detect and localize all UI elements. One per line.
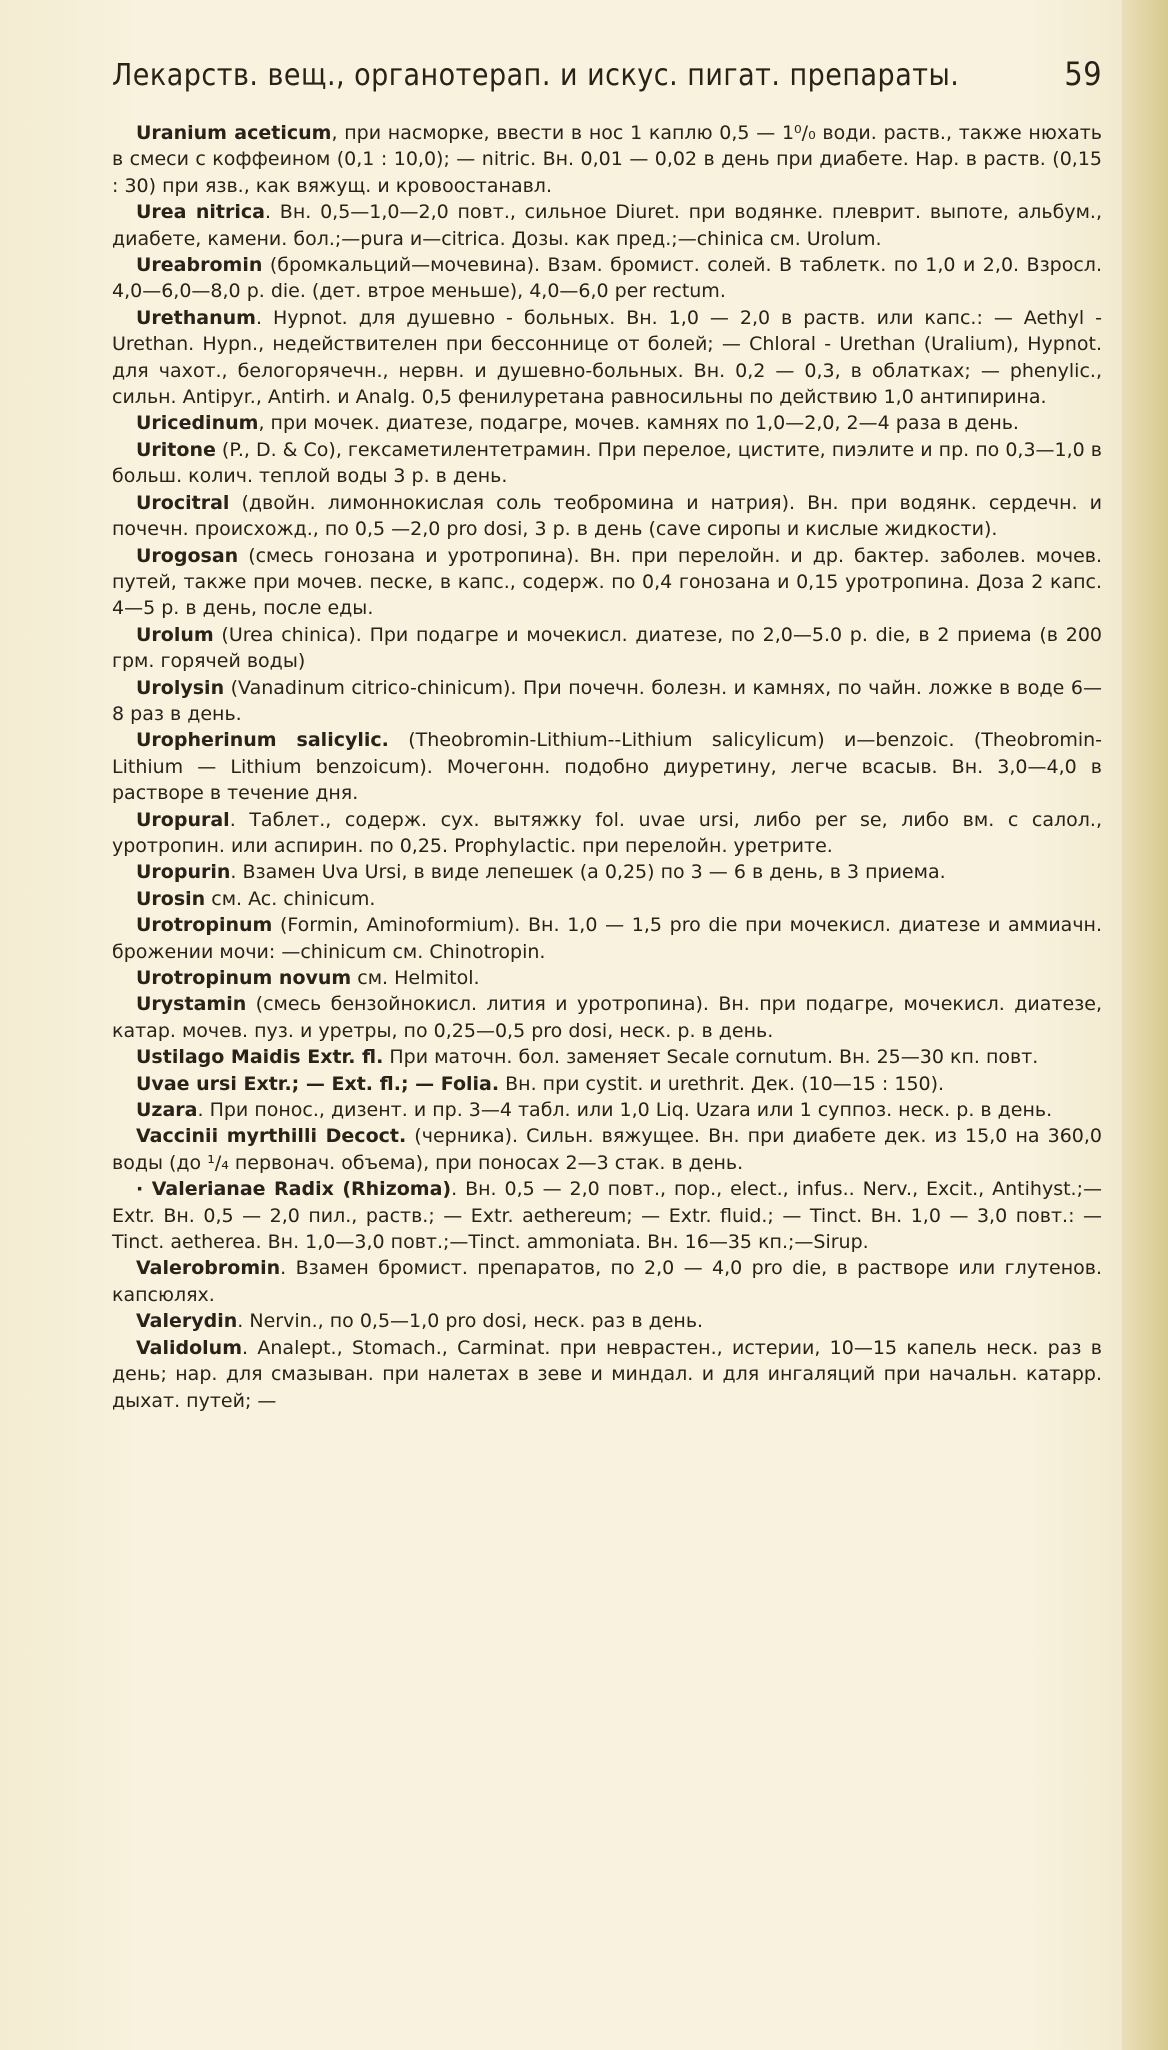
entry — [112, 675, 1102, 728]
entry-term: Vaccinii myrthilli Decoct. — [136, 1125, 407, 1148]
entry — [112, 490, 1102, 543]
entry-term: Ureabromin — [136, 254, 263, 277]
entry — [112, 965, 1102, 991]
entry-text: . Nervin., по 0,5—1,0 pro dosi, неск. раз в день. — [237, 1310, 704, 1333]
entry — [112, 991, 1102, 1044]
entry-term: Uritone — [136, 438, 216, 461]
entry — [112, 1123, 1102, 1176]
entry — [112, 859, 1102, 885]
entry-term: Uropurin — [136, 861, 231, 884]
entry — [112, 912, 1102, 965]
entry-term: Urosin — [136, 887, 206, 910]
entry — [112, 1176, 1102, 1255]
entry-term: Uropherinum salicylic. — [136, 729, 389, 752]
entry-term: Urolysin — [136, 676, 225, 699]
entry-term: · Valerianae Radix (Rhizoma) — [136, 1178, 452, 1201]
entry — [112, 1255, 1102, 1308]
entry — [112, 410, 1102, 436]
entry-text: (смесь бензойнокисл. лития и уротропина). Вн. при подагре, мочекисл. диатезе, катар. мочев. пуз. и уретры, по 0,25—0,5 pro dosi, неск. р. в день. — [112, 993, 1102, 1042]
dictionary-entries — [112, 120, 1102, 1414]
entry-text: (Theobromin-Lithium--Lithium salicylicum) и—benzoic. (Theobromin-Lithium — Lithium benzoicum). Мочегонн. подобно диуретину, легче всасыв. Вн. 3,0—4,0 в растворе в течение дня. — [112, 729, 1103, 805]
entry — [112, 543, 1102, 622]
entry-text: , при насморке, ввести в нос 1 каплю 0,5 — 1⁰/₀ води. раств., также нюхать в смеси с коффеином (0,1 : 10,0); — nitric. Вн. 0,01 — 0,02 в день при диабете. Нар. в раств. (0,15 : 30) при язв., как вяжущ. и кровоостанавл. — [112, 122, 1103, 197]
entry — [112, 1044, 1102, 1070]
entry-text: . Вн. 0,5—1,0—2,0 повт., сильное Diuret. при водянке. плеврит. выпоте, альбум., диабете, камени. бол.;—pura и—citrica. Дозы. как пред.;—chinica см. Urolum. — [112, 201, 1102, 250]
entry — [112, 1071, 1102, 1097]
entry-text: (Vanadinum citrico-chinicum). При почечн. болезн. и камнях, по чайн. ложке в воде 6—8 раз в день. — [112, 676, 1102, 725]
entry — [112, 120, 1102, 199]
entry-term: Urotropinum novum — [136, 967, 352, 989]
entry-term: Ustilago Maidis Extr. fl. — [136, 1046, 384, 1069]
entry-term: Valerydin — [136, 1310, 238, 1333]
entry-term: Uvae ursi Extr.; — Ext. fl.; — Folia. — [136, 1072, 500, 1095]
entry — [112, 199, 1102, 252]
page-number: 59 — [1064, 55, 1102, 93]
entry-text: . Analept., Stomach., Carminat. при неврастен., истерии, 10—15 капель неск. раз в день; нар. для смазыван. при налетах в зеве и миндал. и для ингаляций при начальн. катарр. дыхат. путей; — — [112, 1336, 1102, 1412]
header-title: Лекарств. вещ., органотерап. и искус. пигат. препараты. — [112, 58, 960, 93]
entry-term: Valerobromin — [136, 1257, 281, 1280]
entry-term: Uropural — [136, 808, 230, 831]
entry-term: Urotropinum — [136, 914, 273, 937]
entry-text: (P., D. & Co), гексаметилентетрамин. При перелое, цистите, пиэлите и пр. по 0,3—1,0 в больш. колич. теплой воды 3 р. в день. — [112, 438, 1102, 488]
entry — [112, 1308, 1102, 1334]
entry — [112, 305, 1102, 411]
entry-text: При маточн. бол. заменяет Secale cornutum. Вн. 25—30 кп. повт. — [383, 1046, 1039, 1069]
entry-term: Validolum — [136, 1336, 243, 1359]
entry-term: Urea nitrica — [136, 201, 265, 224]
entry — [112, 886, 1102, 912]
entry-text: . Взамен Uva Ursi, в виде лепешек (а 0,25) по 3 — 6 в день, в 3 приема. — [230, 861, 946, 884]
entry-text: . При понос., дизент. и пр. 3—4 табл. или 1,0 Liq. Uzara или 1 суппоз. неск. р. в день. — [197, 1099, 1053, 1122]
entry-text: (смесь гонозана и уротропина). Вн. при перелойн. и др. бактер. заболев. мочев. путей, также при мочев. песке, в капс., содерж. по 0,4 гонозана и 0,15 уротропина. Доза 2 капс. 4—5 р. в день, после еды. — [112, 544, 1102, 620]
entry-text: Вн. при cystit. и urethrit. Дек. (10—15 : 150). — [499, 1072, 945, 1095]
entry-text: . Взамен бромист. препаратов, по 2,0 — 4,0 pro die, в растворе или глутенов. капсюлях. — [112, 1257, 1102, 1306]
entry-text: (черника). Сильн. вяжущее. Вн. при диабете дек. из 15,0 на 360,0 воды (до ¹/₄ первонач. объема), при поносах 2—3 стак. в день. — [112, 1125, 1103, 1174]
entry-text: (Formin, Aminoformium). Вн. 1,0 — 1,5 pro die при мочекисл. диатезе и аммиачн. брожении мочи: —chinicum см. Chinotropin. — [112, 914, 1102, 963]
entry-term: Urocitral — [136, 491, 230, 514]
entry — [112, 437, 1102, 490]
entry-text: , при мочек. диатезе, подагре, мочев. камнях по 1,0—2,0, 2—4 раза в день. — [258, 412, 1019, 435]
entry-term: Uzara — [136, 1099, 198, 1122]
entry-term: Uranium aceticum — [136, 122, 332, 144]
entry — [112, 727, 1102, 806]
entry-text: (Urea chinica). При подагре и мочекисл. диатезе, по 2,0—5.0 р. die, в 2 приема (в 200 грм. горячей воды) — [112, 623, 1102, 673]
entry-text: (бромкальций—мочевина). Взам. бромист. солей. В таблетк. по 1,0 и 2,0. Взросл. 4,0—6,0—8,0 р. die. (дет. втрое меньше), 4,0—6,0 per rectum. — [112, 254, 1102, 303]
entry-term: Urystamin — [136, 993, 247, 1016]
entry-term: Urethanum — [136, 306, 256, 329]
entry-text: (двойн. лимоннокислая соль теобромина и натрия). Вн. при водянк. сердечн. и почечн. происхожд., по 0,5 —2,0 pro dosi, 3 р. в день (cave сиропы и кислые жидкости). — [112, 491, 1102, 541]
entry — [112, 1097, 1102, 1123]
entry-term: Urogosan — [136, 544, 239, 567]
entry — [112, 252, 1102, 305]
entry — [112, 1335, 1102, 1414]
entry-text: . Таблет., содерж. сух. вытяжку fol. uvae ursi, либо per se, либо вм. с салол., уротропин. или аспирин. по 0,25. Prophylactic. при перелойн. уретрите. — [112, 808, 1102, 857]
entry-text: см. Helmitol. — [351, 967, 480, 989]
entry-text: . Вн. 0,5 — 2,0 повт., пор., elect., infus.. Nerv., Excit., Antihyst.;—Extr. Вн. 0,5 — 2,0 пил., раств.; — Extr. aethereum; — Extr. fluid.; — Tinct. Вн. 1,0 — 3,0 повт.: — Tinct. aetherea. Вн. 1,0—3,0 повт.;—Tinct. ammoniata. Вн. 16—35 кп.;—Sirup. — [112, 1178, 1102, 1254]
entry-term: Uricedinum — [136, 412, 259, 435]
entry-text: . Hypnot. для душевно - больных. Вн. 1,0 — 2,0 в раств. или капс.: — Aethyl - Urethan. Hypn., недействителен при бессоннице от болей; — Chloral - Urethan (Uralium), Hypnot. для чахот., белогорячечн., нервн. и душевно-больных. Вн. 0,2 — 0,3, в облатках; — phenylic., сильн. Antipyr., Antirh. и Analg. 0,5 фенилуретана равносильны по действию 1,0 антипирина. — [112, 306, 1102, 409]
entry-text: см. Ac. chinicum. — [205, 887, 376, 910]
page-edge — [1122, 0, 1168, 2050]
entry — [112, 622, 1102, 675]
running-header — [112, 55, 1102, 93]
entry-term: Urolum — [136, 623, 214, 646]
entry — [112, 807, 1102, 860]
